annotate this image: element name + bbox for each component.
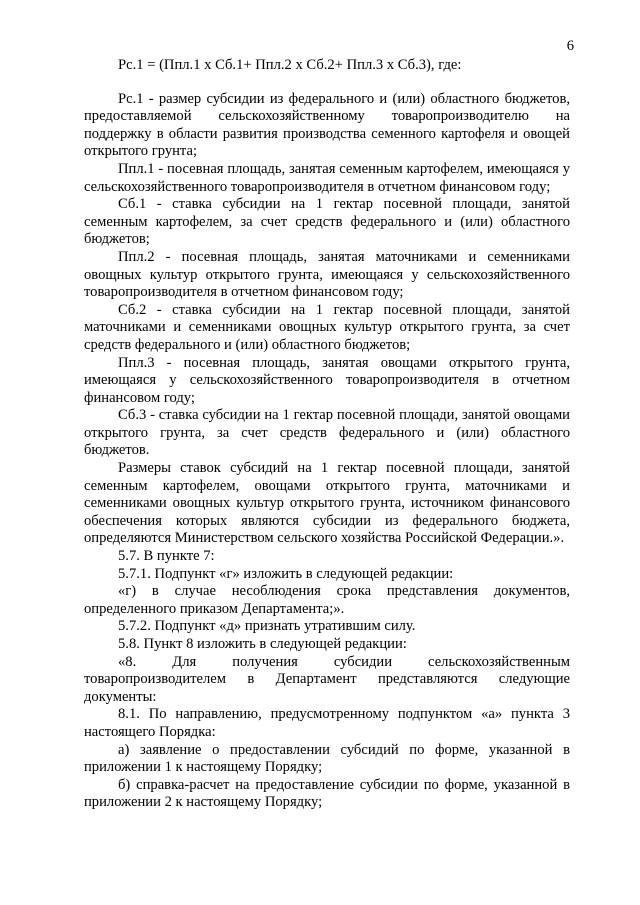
definition-ppl2: Ппл.2 - посевная площадь, занятая маточниками и семенниками овощных культур открытого грунта, имеющаяся у сельскохозяйственного товаропроизводителя в отчетном финансовом году; xyxy=(84,248,570,301)
definition-ppl1: Ппл.1 - посевная площадь, занятая семенным картофелем, имеющаяся у сельскохозяйственного товаропроизводителя в отчетном финансовом году; xyxy=(84,160,570,195)
clause-5-7-2: 5.7.2. Подпункт «д» признать утратившим силу. xyxy=(118,618,416,635)
clause-5-7: 5.7. В пункте 7: xyxy=(118,548,215,565)
definition-sb1: Сб.1 - ставка субсидии на 1 гектар посевной площади, занятой семенным картофелем, за счет средств федерального и (или) областного бюджетов; xyxy=(84,196,570,248)
clause-8-text: «8. Для получения субсидии сельскохозяйственным товаропроизводителем в Департамент представляются следующие документы: xyxy=(84,653,570,705)
page-number: 6 xyxy=(566,38,574,54)
item-a: а) заявление о предоставлении субсидий по форме, указанной в приложении 1 к настоящему Порядку; xyxy=(84,741,570,776)
subclause-g-text: «г) в случае несоблюдения срока представления документов, определенного приказом Департамента;». xyxy=(84,583,570,617)
item-b: б) справка-расчет на предоставление субсидии по форме, указанной в приложении 2 к настоящему Порядку; xyxy=(84,776,570,811)
clause-5-7-1: 5.7.1. Подпункт «г» изложить в следующей редакции: xyxy=(118,565,454,582)
rates-paragraph: Размеры ставок субсидий на 1 гектар посевной площади, занятой семенным картофелем, овощами открытого грунта, маточниками и семенниками овощных культур открытого грунта, источником финансового обеспечения которых являются субсидии из федерального бюджета, определяются Министерством сельского хозяйства Российской Федерации.». xyxy=(84,460,570,547)
subsidy-formula: Рс.1 = (Ппл.1 х Сб.1+ Ппл.2 х Сб.2+ Ппл.3 х Сб.3), где: xyxy=(118,57,462,73)
definition-sb3: Сб.3 - ставка субсидии на 1 гектар посевной площади, занятой овощами открытого грунта, за счет средств федерального и (или) областного бюджетов. xyxy=(84,407,570,459)
document-body xyxy=(84,57,570,812)
definition-ppl3: Ппл.3 - посевная площадь, занятая овощами открытого грунта, имеющаяся у сельскохозяйственного товаропроизводителя в отчетном финансовом году; xyxy=(84,354,570,406)
clause-5-8: 5.8. Пункт 8 изложить в следующей редакции: xyxy=(118,636,407,652)
clause-8-1: 8.1. По направлению, предусмотренному подпунктом «а» пункта 3 настоящего Порядка: xyxy=(84,706,570,740)
definition-sb2: Сб.2 - ставка субсидии на 1 гектар посевной площади, занятой маточниками и семенниками овощных культур открытого грунта, за счет средств федерального и (или) областного бюджетов; xyxy=(84,301,570,353)
definition-rs1: Рс.1 - размер субсидии из федерального и (или) областного бюджетов, предоставляемой сельскохозяйственному товаропроизводителю на поддержку в области развития производства семенного картофеля и овощей открытого грунта; xyxy=(84,90,570,160)
